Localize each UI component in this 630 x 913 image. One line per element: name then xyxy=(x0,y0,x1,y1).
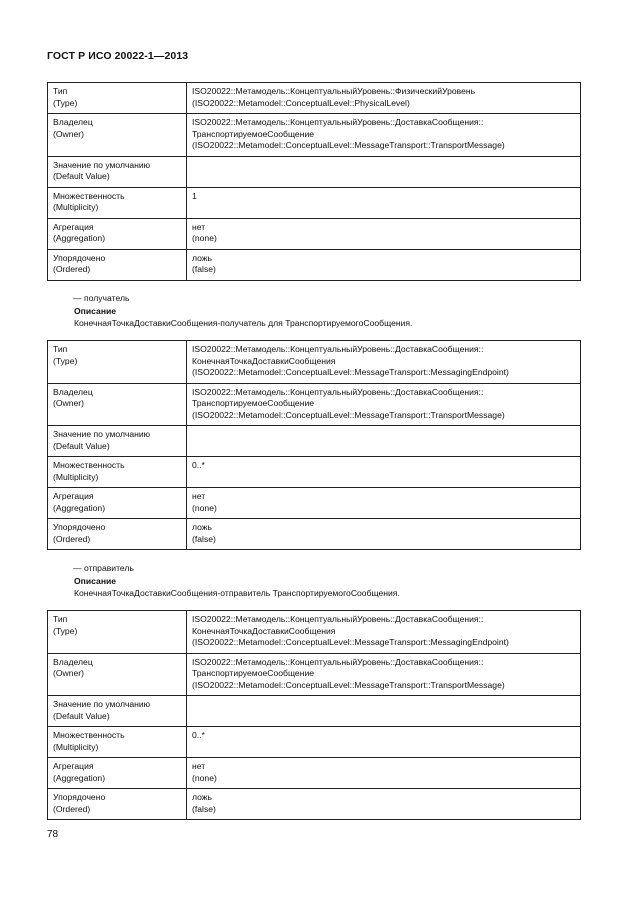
property-value xyxy=(187,156,581,187)
section-dash-label: — получатель xyxy=(73,293,130,303)
table-row xyxy=(48,488,581,519)
table-row xyxy=(48,218,581,249)
property-value: ISO20022::Метамодель::КонцептуальныйУровень::ДоставкаСообщения:: КонечнаяТочкаДоставкиСообщения (ISO20022::Metamodel::ConceptualLevel::MessageTransport::MessagingEndpoint) xyxy=(187,341,581,384)
document-header: ГОСТ Р ИСО 20022-1—2013 xyxy=(47,50,189,62)
property-value: ISO20022::Метамодель::КонцептуальныйУровень::ДоставкаСообщения:: КонечнаяТочкаДоставкиСообщения (ISO20022::Metamodel::ConceptualLevel::MessageTransport::MessagingEndpoint) xyxy=(187,611,581,654)
table-row xyxy=(48,426,581,457)
property-name: Множественность (Multiplicity) xyxy=(48,457,187,488)
property-value: ISO20022::Метамодель::КонцептуальныйУровень::ФизическийУровень (ISO20022::Metamodel::ConceptualLevel::PhysicalLevel) xyxy=(187,83,581,114)
table-row xyxy=(48,457,581,488)
property-name: Упорядочено (Ordered) xyxy=(48,789,187,820)
table-row xyxy=(48,187,581,218)
table-row xyxy=(48,341,581,384)
property-value: нет (none) xyxy=(187,758,581,789)
property-value xyxy=(187,696,581,727)
property-name: Агрегация (Aggregation) xyxy=(48,758,187,789)
table-row xyxy=(48,653,581,696)
property-value: нет (none) xyxy=(187,218,581,249)
table-row xyxy=(48,611,581,654)
table-row xyxy=(48,114,581,157)
table-row xyxy=(48,696,581,727)
property-value: ложь (false) xyxy=(187,249,581,280)
property-name: Множественность (Multiplicity) xyxy=(48,187,187,218)
property-value: 0..* xyxy=(187,727,581,758)
property-name: Множественность (Multiplicity) xyxy=(48,727,187,758)
section-receiver xyxy=(74,292,412,330)
property-value: ложь (false) xyxy=(187,789,581,820)
property-name: Владелец (Owner) xyxy=(48,653,187,696)
section-dash-label: — отправитель xyxy=(73,563,134,573)
table-row xyxy=(48,758,581,789)
property-name: Упорядочено (Ordered) xyxy=(48,249,187,280)
section-description: КонечнаяТочкаДоставкиСообщения-отправитель ТранспортируемогоСообщения. xyxy=(74,588,400,598)
table-row xyxy=(48,83,581,114)
property-name: Агрегация (Aggregation) xyxy=(48,488,187,519)
property-name: Тип (Type) xyxy=(48,611,187,654)
property-value: 1 xyxy=(187,187,581,218)
table-row xyxy=(48,383,581,426)
section-title: Описание xyxy=(74,305,117,316)
property-table-3 xyxy=(47,610,581,820)
table-row xyxy=(48,789,581,820)
page-number: 78 xyxy=(47,829,59,840)
property-name: Тип (Type) xyxy=(48,341,187,384)
property-name: Значение по умолчанию (Default Value) xyxy=(48,696,187,727)
property-name: Владелец (Owner) xyxy=(48,383,187,426)
property-table-2 xyxy=(47,340,581,550)
property-value: ISO20022::Метамодель::КонцептуальныйУровень::ДоставкаСообщения:: ТранспортируемоеСообщение (ISO20022::Metamodel::ConceptualLevel::MessageTransport::TransportMessage) xyxy=(187,114,581,157)
property-value: ISO20022::Метамодель::КонцептуальныйУровень::ДоставкаСообщения:: ТранспортируемоеСообщение (ISO20022::Metamodel::ConceptualLevel::MessageTransport::TransportMessage) xyxy=(187,653,581,696)
table-row xyxy=(48,249,581,280)
property-name: Тип (Type) xyxy=(48,83,187,114)
property-name: Агрегация (Aggregation) xyxy=(48,218,187,249)
property-value: 0..* xyxy=(187,457,581,488)
property-value: нет (none) xyxy=(187,488,581,519)
table-row xyxy=(48,156,581,187)
section-title: Описание xyxy=(74,575,117,586)
property-value: ISO20022::Метамодель::КонцептуальныйУровень::ДоставкаСообщения:: ТранспортируемоеСообщение (ISO20022::Metamodel::ConceptualLevel::MessageTransport::TransportMessage) xyxy=(187,383,581,426)
property-name: Значение по умолчанию (Default Value) xyxy=(48,156,187,187)
property-table-1 xyxy=(47,82,581,281)
table-row xyxy=(48,519,581,550)
section-sender xyxy=(74,562,400,600)
property-name: Значение по умолчанию (Default Value) xyxy=(48,426,187,457)
property-name: Владелец (Owner) xyxy=(48,114,187,157)
property-value xyxy=(187,426,581,457)
property-value: ложь (false) xyxy=(187,519,581,550)
table-row xyxy=(48,727,581,758)
property-name: Упорядочено (Ordered) xyxy=(48,519,187,550)
section-description: КонечнаяТочкаДоставкиСообщения-получатель для ТранспортируемогоСообщения. xyxy=(74,318,413,328)
